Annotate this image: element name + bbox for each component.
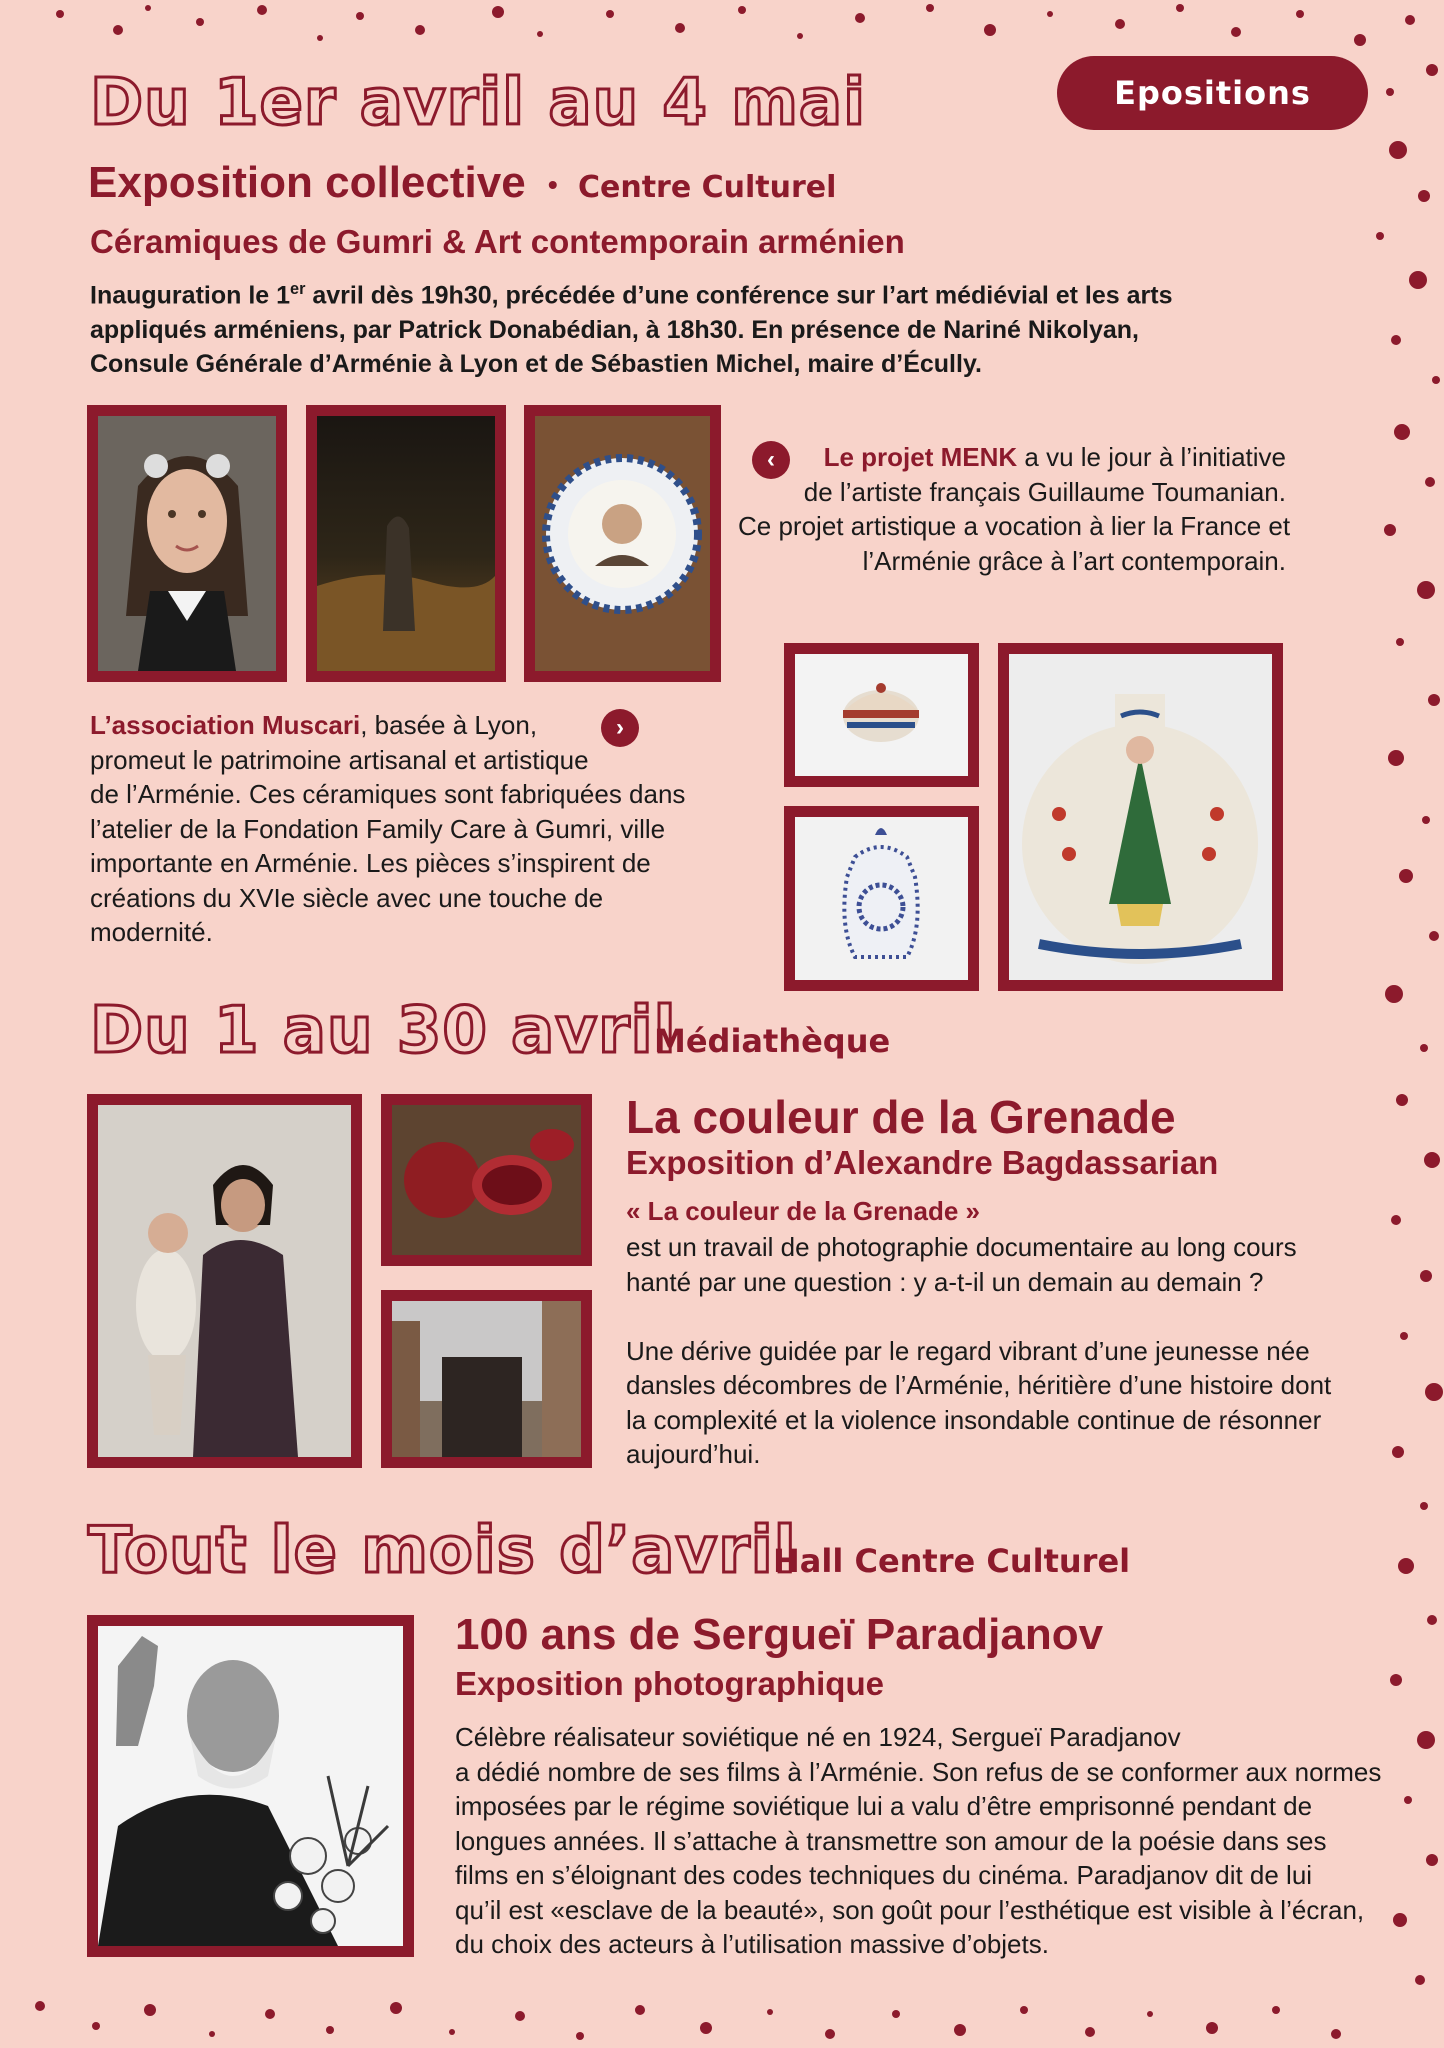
muscari-line-6: créations du XVIe siècle avec une touche de <box>90 882 604 913</box>
intro-post: avril dès 19h30, précédée d’une conférence sur l’art médiévial et les arts <box>305 281 1173 310</box>
photo-night-landscape <box>306 405 506 682</box>
menk-text <box>738 440 1291 578</box>
grenade-p2-line-4: aujourd’hui. <box>626 1439 761 1469</box>
muscari-line-1 <box>90 708 685 743</box>
chevron-left-icon: ‹ <box>752 441 790 479</box>
muscari-line-1-text: , basée à Lyon, <box>360 710 538 740</box>
photo-ceramic-plate <box>524 405 721 682</box>
intro-pre: Inauguration le 1 <box>90 281 291 310</box>
section-1-subtitle: Exposition collective <box>88 158 526 207</box>
grenade-p1-line-1: est un travail de photographie documentaire au long cours <box>626 1232 1297 1262</box>
paradjanov-line-5: films en s’éloignant des codes techniques du cinéma. Paradjanov dit de lui <box>455 1860 1313 1890</box>
muscari-line-7: modernité. <box>90 917 213 947</box>
section-badge: Epositions <box>1057 56 1368 130</box>
section-2-heading: La couleur de la Grenade <box>626 1091 1176 1143</box>
paradjanov-line-4: longues années. Il s’attache à transmettre son amour de la poésie dans ses <box>455 1825 1327 1856</box>
bullet-separator: • <box>547 169 558 201</box>
photo-paradjanov <box>87 1615 414 1957</box>
grenade-p2-line-2: dansles décombres de l’Arménie, héritière d’une histoire dont <box>626 1370 1332 1400</box>
paragraph-spacer <box>626 1299 1331 1334</box>
paradjanov-line-6: qu’il est «esclave de la beauté», son goût pour l’esthétique est visible à l’écran, <box>455 1894 1365 1925</box>
section-1-venue: Centre Culturel <box>577 170 837 205</box>
muscari-line-4: l’atelier de la Fondation Family Care à Gumri, ville <box>90 813 666 844</box>
section-3-venue: Hall Centre Culturel <box>773 1542 1131 1580</box>
photo-ceramic-vase <box>998 643 1283 991</box>
menk-line-3: Ce projet artistique a vocation à lier la France et <box>738 511 1291 541</box>
muscari-line-3: de l’Arménie. Ces céramiques sont fabriquées dans <box>90 779 686 809</box>
photo-ruins <box>381 1290 592 1468</box>
paradjanov-line-1: Célèbre réalisateur soviétique né en 1924, Sergueï Paradjanov <box>455 1722 1181 1752</box>
section-3-body <box>455 1720 1381 1962</box>
muscari-text <box>90 708 685 950</box>
paradjanov-line-7: du choix des acteurs à l’utilisation massive d’objets. <box>455 1929 1049 1959</box>
section-3-date-title: Tout le mois d’avril <box>88 1514 797 1588</box>
section-3-subheading: Exposition photographique <box>455 1665 884 1702</box>
grenade-p2-line-3: la complexité et la violence insondable continue de résonner <box>626 1404 1322 1435</box>
section-2-venue: Médiathèque <box>654 1022 891 1060</box>
intro-line-3: Consule Générale d’Arménie à Lyon et de Sébastien Michel, maire d’Écully. <box>90 350 982 379</box>
section-2-quote: « La couleur de la Grenade » <box>626 1196 981 1226</box>
section-1-heading: Céramiques de Gumri & Art contemporain arménien <box>90 223 905 260</box>
photo-mother-child <box>87 1094 362 1468</box>
section-2-body <box>626 1230 1331 1472</box>
intro-sup: er <box>290 280 306 298</box>
muscari-line-2: promeut le patrimoine artisanal et artistique <box>90 744 589 775</box>
grenade-p2-line-1: Une dérive guidée par le regard vibrant d’une jeunesse née <box>626 1335 1310 1366</box>
intro-line-1 <box>90 272 1172 313</box>
paradjanov-line-2: a dédié nombre de ses films à l’Arménie. Son refus de se conformer aux normes <box>455 1756 1382 1787</box>
grenade-p1-line-2: hanté par une question : y a-t-il un demain au demain ? <box>626 1266 1264 1297</box>
photo-pomegranate <box>381 1094 592 1266</box>
chevron-right-icon: › <box>601 709 639 747</box>
menk-line-1-text: a vu le jour à l’initiative <box>1017 442 1286 472</box>
section-1-intro <box>90 272 1172 382</box>
photo-ceramic-jar <box>784 806 979 991</box>
section-1-date-title: Du 1er avril au 4 mai <box>90 66 867 140</box>
muscari-line-5: importante en Arménie. Les pièces s’inspirent de <box>90 848 651 878</box>
section-2-date-title: Du 1 au 30 avril <box>90 994 677 1068</box>
menk-strong: Le projet MENK <box>823 442 1018 472</box>
photo-ceramic-bowl <box>784 643 979 787</box>
photo-portrait-girl <box>87 405 287 682</box>
section-1-subtitle-row <box>88 158 836 208</box>
section-3-heading: 100 ans de Sergueï Paradjanov <box>455 1610 1104 1659</box>
paradjanov-line-3: imposées par le régime soviétique lui a valu d’être emprisonné pendant de <box>455 1791 1313 1821</box>
muscari-strong: L’association Muscari <box>90 710 361 740</box>
intro-line-2: appliqués arméniens, par Patrick Donabédian, à 18h30. En présence de Nariné Nikolyan, <box>90 315 1139 344</box>
menk-line-4: l’Arménie grâce à l’art contemporain. <box>862 545 1286 576</box>
menk-line-1 <box>738 440 1286 475</box>
section-2-subheading: Exposition d’Alexandre Bagdassarian <box>626 1144 1219 1181</box>
menk-line-2: de l’artiste français Guillaume Toumanian. <box>803 476 1286 507</box>
